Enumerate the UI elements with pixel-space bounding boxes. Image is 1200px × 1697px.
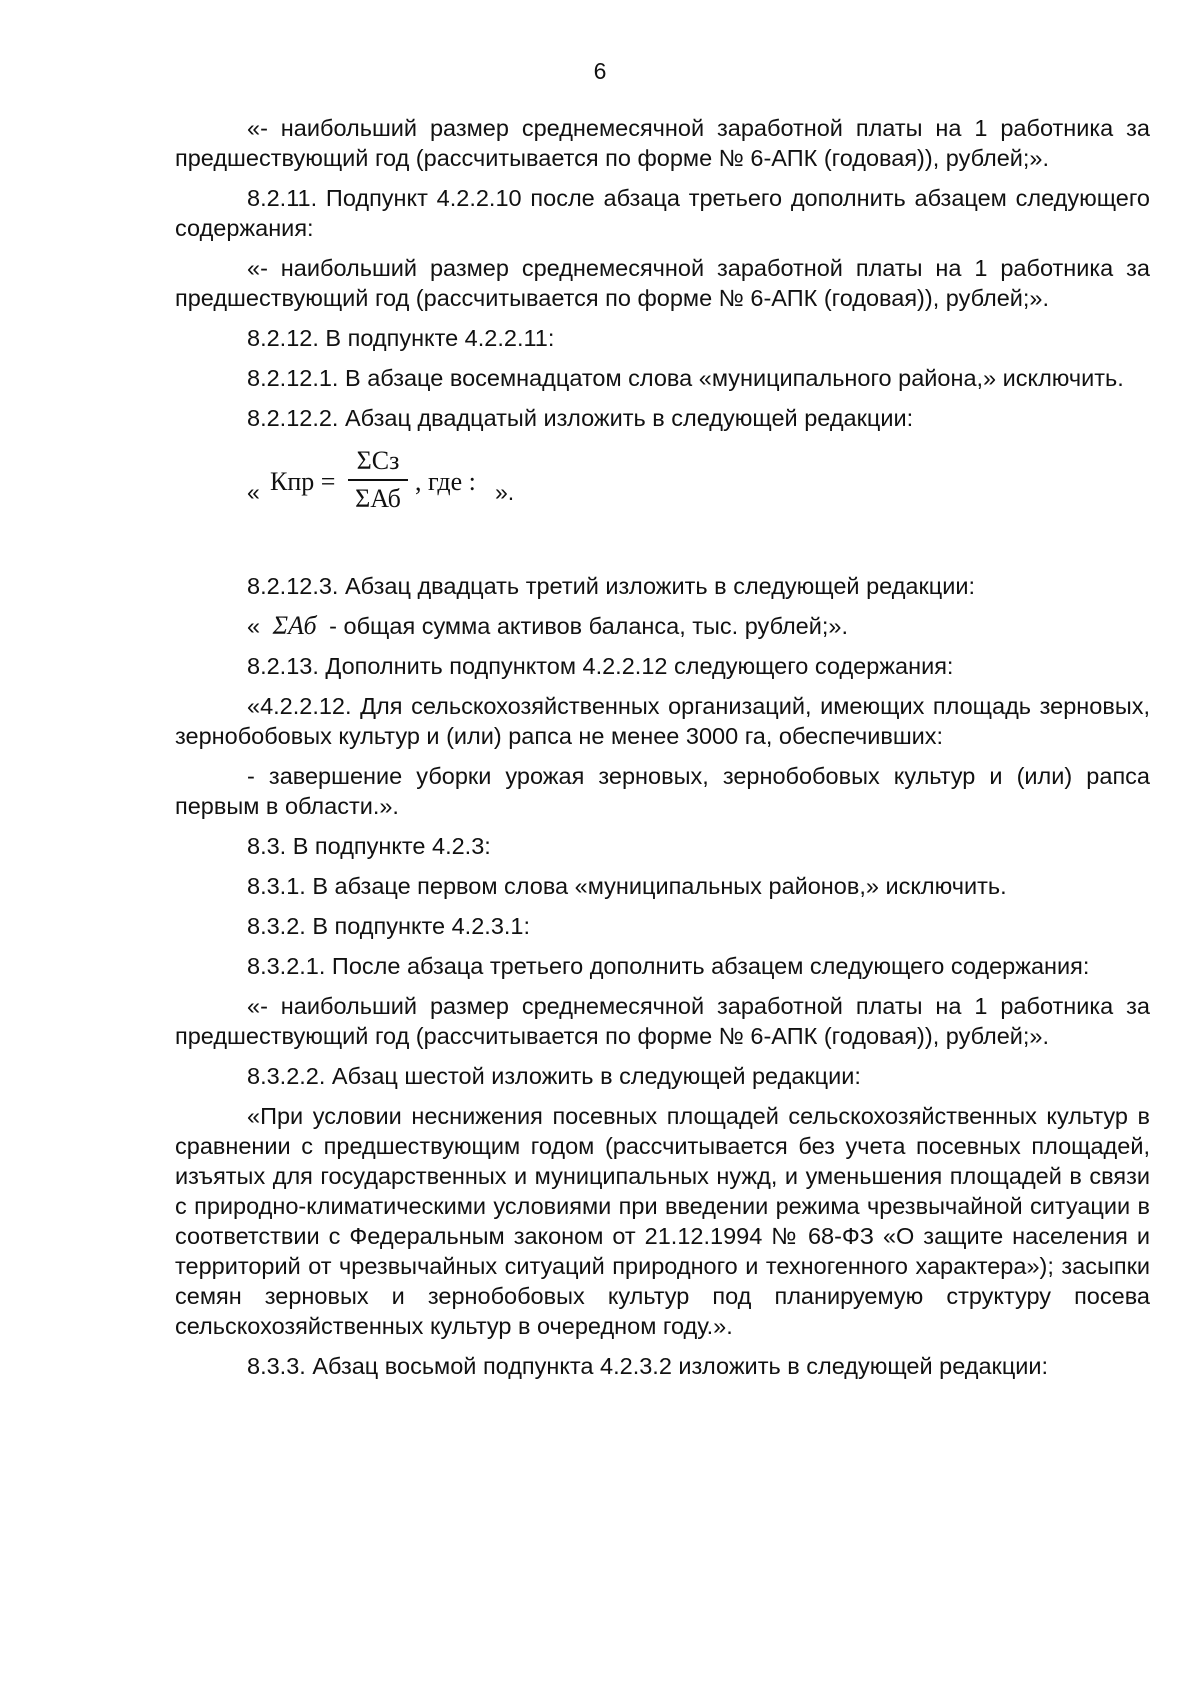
paragraph: 8.3. В подпункте 4.2.3: <box>247 833 491 859</box>
paragraph: 8.2.12.2. Абзац двадцатый изложить в следующей редакции: <box>247 405 914 431</box>
formula-rhs: , где : <box>415 467 476 496</box>
paragraph: 8.3.2.1. После абзаца третьего дополнить абзацем следующего содержания: <box>247 953 1090 979</box>
paragraph: 8.3.1. В абзаце первом слова «муниципальных районов,» исключить. <box>247 873 1007 899</box>
formula-numerator: ΣСз <box>356 446 400 475</box>
paragraph: 8.2.12. В подпункте 4.2.2.11: <box>247 325 555 351</box>
formula-close-quote: ». <box>495 479 515 505</box>
paragraph: - завершение уборки урожая зерновых, зернобобовых культур и (или) рапса первым в области.». <box>175 763 1150 819</box>
paragraph: «- наибольший размер среднемесячной заработной платы на 1 работника за предшествующий год (рассчитывается по форме № 6-АПК (годовая)), рублей;». <box>175 993 1150 1049</box>
formula-denominator: ΣАб <box>355 484 401 513</box>
paragraph: 8.2.11. Подпункт 4.2.2.10 после абзаца третьего дополнить абзацем следующего содержания: <box>175 185 1150 241</box>
paragraph: 8.3.2. В подпункте 4.2.3.1: <box>247 913 531 939</box>
paragraph: «- наибольший размер среднемесячной заработной платы на 1 работника за предшествующий год (рассчитывается по форме № 6-АПК (годовая)), рублей;». <box>175 115 1150 171</box>
formula-lhs: Кпр = <box>270 467 336 496</box>
paragraph: «При условии неснижения посевных площадей сельскохозяйственных культур в сравнении с предшествующим годом (рассчитывается без учета посевных площадей, изъятых для государственных и муниципальных нужд, и уменьшения площадей в связи с природно-климатическими условиями при введении режима чрезвычайной ситуации в соответствии с Федеральным законом от 21.12.1994 № 68-ФЗ «О защите населения и территорий от чрезвычайных ситуаций природного и техногенного характера»); засыпки семян зерновых и зернобобовых культур под планируемую структуру посева сельскохозяйственных культур в очередном году.». <box>175 1103 1150 1339</box>
paragraph-symbol-definition <box>175 611 1150 641</box>
paragraph: 8.3.2.2. Абзац шестой изложить в следующей редакции: <box>247 1063 861 1089</box>
document-body <box>175 113 1150 1381</box>
sum-assets-symbol: ΣАб <box>272 611 317 640</box>
paragraph: 8.2.12.1. В абзаце восемнадцатом слова «муниципального района,» исключить. <box>247 365 1124 391</box>
open-quote: « <box>247 613 261 639</box>
formula-open-quote: « <box>247 479 260 505</box>
page-number: 6 <box>593 58 607 84</box>
paragraph: 8.2.13. Дополнить подпунктом 4.2.2.12 следующего содержания: <box>247 653 954 679</box>
paragraph: 8.2.12.3. Абзац двадцать третий изложить в следующей редакции: <box>247 573 976 599</box>
paragraph: 8.3.3. Абзац восьмой подпункта 4.2.3.2 изложить в следующей редакции: <box>247 1353 1049 1379</box>
symbol-definition-text: - общая сумма активов баланса, тыс. рублей;». <box>329 613 849 639</box>
formula-fraction-bar <box>348 479 408 481</box>
paragraph: «- наибольший размер среднемесячной заработной платы на 1 работника за предшествующий год (рассчитывается по форме № 6-АПК (годовая)), рублей;». <box>175 255 1150 311</box>
paragraph: «4.2.2.12. Для сельскохозяйственных организаций, имеющих площадь зерновых, зернобобовых культур и (или) рапса не менее 3000 га, обеспечивших: <box>175 693 1150 749</box>
formula-fraction <box>348 445 408 515</box>
formula-kpr <box>175 445 1150 529</box>
